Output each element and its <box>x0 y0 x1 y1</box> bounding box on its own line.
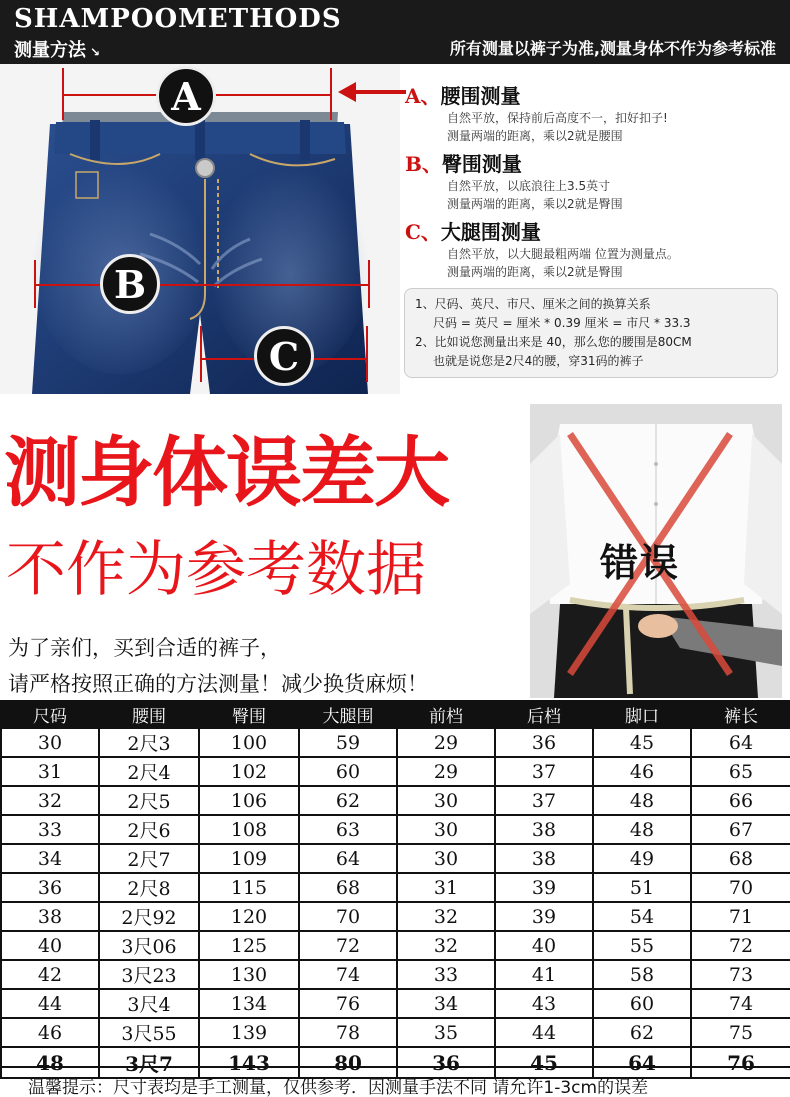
column-header: 腰围 <box>99 701 199 728</box>
table-cell: 36 <box>1 873 99 902</box>
table-row <box>1 960 790 989</box>
instruction-line: 测量两端的距离，乘以2就是臀围 <box>447 197 623 211</box>
table-cell: 46 <box>593 757 691 786</box>
instruction-title-text: 臀围测量 <box>441 152 522 176</box>
table-cell: 3尺23 <box>99 960 199 989</box>
table-cell: 31 <box>397 873 495 902</box>
table-cell: 46 <box>1 1018 99 1047</box>
table-cell: 48 <box>593 815 691 844</box>
table-cell: 39 <box>495 902 593 931</box>
table-cell: 70 <box>691 873 790 902</box>
table-cell: 55 <box>593 931 691 960</box>
hip-measure-cap-right <box>368 260 370 308</box>
wrong-label: 错误 <box>600 541 681 585</box>
table-cell: 100 <box>199 728 299 757</box>
note-line: 2、比如说您测量出来是 40，那么您的腰围是80CM <box>415 335 692 349</box>
table-cell: 30 <box>1 728 99 757</box>
brand-title: SHAMPOOMETHODS <box>14 4 342 34</box>
column-header: 后档 <box>495 701 593 728</box>
table-cell: 120 <box>199 902 299 931</box>
table-cell: 80 <box>299 1047 397 1078</box>
table-cell: 59 <box>299 728 397 757</box>
table-cell: 68 <box>299 873 397 902</box>
table-cell: 3尺06 <box>99 931 199 960</box>
table-cell: 75 <box>691 1018 790 1047</box>
table-cell: 38 <box>495 844 593 873</box>
table-cell: 2尺7 <box>99 844 199 873</box>
table-cell: 109 <box>199 844 299 873</box>
instruction-line: 测量两端的距离，乘以2就是臀围 <box>447 265 623 279</box>
table-cell: 64 <box>299 844 397 873</box>
plea-line-2: 请严格按照正确的方法测量！减少换货麻烦！ <box>8 672 428 696</box>
warning-headline: 测身体误差大 <box>4 428 448 517</box>
size-table <box>0 700 790 1079</box>
plea-line-1: 为了亲们，买到合适的裤子， <box>8 636 281 660</box>
table-cell: 2尺4 <box>99 757 199 786</box>
table-cell: 125 <box>199 931 299 960</box>
table-cell: 108 <box>199 815 299 844</box>
table-cell: 37 <box>495 786 593 815</box>
table-cell: 32 <box>397 902 495 931</box>
thigh-measure-cap-right <box>366 326 368 382</box>
table-row <box>1 757 790 786</box>
table-cell: 34 <box>1 844 99 873</box>
table-cell: 54 <box>593 902 691 931</box>
table-cell: 29 <box>397 757 495 786</box>
marker-a: A <box>156 66 216 126</box>
table-cell: 2尺8 <box>99 873 199 902</box>
table-cell: 33 <box>1 815 99 844</box>
table-cell: 67 <box>691 815 790 844</box>
table-cell: 139 <box>199 1018 299 1047</box>
table-row <box>1 931 790 960</box>
table-cell: 62 <box>299 786 397 815</box>
instruction-line: 自然平放，保持前后高度不一，扣好扣子! <box>447 111 668 125</box>
table-cell: 51 <box>593 873 691 902</box>
table-cell: 48 <box>593 786 691 815</box>
table-cell: 76 <box>299 989 397 1018</box>
table-cell: 31 <box>1 757 99 786</box>
table-cell: 33 <box>397 960 495 989</box>
table-cell: 30 <box>397 844 495 873</box>
table-cell: 48 <box>1 1047 99 1078</box>
table-cell: 40 <box>495 931 593 960</box>
table-cell: 66 <box>691 786 790 815</box>
table-cell: 37 <box>495 757 593 786</box>
table-cell: 63 <box>299 815 397 844</box>
table-cell: 44 <box>495 1018 593 1047</box>
table-cell: 36 <box>495 728 593 757</box>
table-cell: 115 <box>199 873 299 902</box>
table-row <box>1 902 790 931</box>
instruction-line: 自然平放，以大腿最粗两端 位置为测量点。 <box>447 247 679 261</box>
table-cell: 2尺6 <box>99 815 199 844</box>
arrow-down-right-icon: ↘ <box>90 45 101 59</box>
table-row <box>1 989 790 1018</box>
column-header: 尺码 <box>1 701 99 728</box>
table-cell: 72 <box>299 931 397 960</box>
table-cell: 71 <box>691 902 790 931</box>
table-cell: 74 <box>299 960 397 989</box>
table-cell: 58 <box>593 960 691 989</box>
table-cell: 60 <box>593 989 691 1018</box>
table-cell: 60 <box>299 757 397 786</box>
instruction-title <box>405 80 785 109</box>
table-cell: 40 <box>1 931 99 960</box>
table-cell: 3尺55 <box>99 1018 199 1047</box>
table-cell: 34 <box>397 989 495 1018</box>
table-cell: 76 <box>691 1047 790 1078</box>
thigh-measure-cap-left <box>200 326 202 382</box>
table-cell: 62 <box>593 1018 691 1047</box>
table-row <box>1 844 790 873</box>
table-cell: 35 <box>397 1018 495 1047</box>
table-cell: 38 <box>495 815 593 844</box>
column-header: 裤长 <box>691 701 790 728</box>
table-cell: 73 <box>691 960 790 989</box>
table-cell: 32 <box>397 931 495 960</box>
instruction-title-text: 大腿围测量 <box>440 220 541 244</box>
waist-measure-cap-left <box>62 68 64 120</box>
table-cell: 102 <box>199 757 299 786</box>
table-cell: 36 <box>397 1047 495 1078</box>
table-cell: 65 <box>691 757 790 786</box>
table-cell: 64 <box>691 728 790 757</box>
instruction-hip <box>405 148 785 213</box>
waist-measure-cap-right <box>330 68 332 120</box>
table-cell: 38 <box>1 902 99 931</box>
table-cell: 74 <box>691 989 790 1018</box>
table-row <box>1 728 790 757</box>
table-cell: 64 <box>593 1047 691 1078</box>
table-row <box>1 786 790 815</box>
table-cell: 2尺5 <box>99 786 199 815</box>
table-cell: 3尺4 <box>99 989 199 1018</box>
instruction-thigh <box>405 216 785 281</box>
marker-c: C <box>254 326 314 386</box>
table-row <box>1 815 790 844</box>
table-cell: 29 <box>397 728 495 757</box>
table-cell: 130 <box>199 960 299 989</box>
warning-subline: 不作为参考数据 <box>6 535 426 605</box>
table-cell: 72 <box>691 931 790 960</box>
instruction-line: 自然平放，以底浪往上3.5英寸 <box>447 179 611 193</box>
table-cell: 3尺7 <box>99 1047 199 1078</box>
instruction-line: 测量两端的距离，乘以2就是腰围 <box>447 129 623 143</box>
column-header: 前档 <box>397 701 495 728</box>
subtitle-text: 测量方法 <box>14 40 86 61</box>
size-table-body <box>1 728 790 1078</box>
table-cell: 45 <box>495 1047 593 1078</box>
table-cell: 49 <box>593 844 691 873</box>
table-cell: 2尺3 <box>99 728 199 757</box>
column-header: 大腿围 <box>299 701 397 728</box>
table-cell: 106 <box>199 786 299 815</box>
table-cell: 30 <box>397 815 495 844</box>
table-row <box>1 873 790 902</box>
footer-tip: 温馨提示：尺寸表均是手工测量，仅供参考．因测量手法不同 请允许1-3cm的误差 <box>0 1066 790 1097</box>
marker-b: B <box>100 254 160 314</box>
table-cell: 68 <box>691 844 790 873</box>
jeans-diagram <box>0 64 400 394</box>
instruction-title-text: 腰围测量 <box>440 84 521 108</box>
instruction-letter: C、 <box>405 220 441 244</box>
table-cell: 45 <box>593 728 691 757</box>
table-header-row <box>1 701 790 728</box>
header-bar <box>0 0 790 64</box>
note-line: 1、尺码、英尺、市尺、厘米之间的换算关系 <box>415 297 651 311</box>
note-line: 尺码 = 英尺 = 厘米 * 0.39 厘米 = 市尺 * 33.3 <box>433 316 691 330</box>
table-cell: 42 <box>1 960 99 989</box>
red-arrow-left-icon <box>336 80 406 104</box>
table-cell: 143 <box>199 1047 299 1078</box>
hip-measure-line <box>34 284 370 286</box>
conversion-note-box <box>404 288 778 378</box>
wrong-method-photo <box>530 404 782 698</box>
header-note: 所有测量以裤子为准,测量身体不作为参考标准 <box>449 39 776 58</box>
instruction-letter: A、 <box>405 84 441 108</box>
table-cell: 43 <box>495 989 593 1018</box>
instruction-title <box>405 216 785 245</box>
table-cell: 134 <box>199 989 299 1018</box>
instruction-letter: B、 <box>405 152 442 176</box>
section-subtitle <box>14 36 100 62</box>
table-cell: 44 <box>1 989 99 1018</box>
column-header: 脚口 <box>593 701 691 728</box>
table-cell: 41 <box>495 960 593 989</box>
note-line: 也就是说您是2尺4的腰，穿31码的裤子 <box>433 354 644 368</box>
table-cell: 70 <box>299 902 397 931</box>
table-cell: 32 <box>1 786 99 815</box>
table-cell: 30 <box>397 786 495 815</box>
table-cell: 2尺92 <box>99 902 199 931</box>
table-row <box>1 1018 790 1047</box>
column-header: 臀围 <box>199 701 299 728</box>
table-cell: 39 <box>495 873 593 902</box>
hip-measure-cap-left <box>34 260 36 308</box>
instruction-waist <box>405 80 785 145</box>
table-cell: 78 <box>299 1018 397 1047</box>
instruction-title <box>405 148 785 177</box>
